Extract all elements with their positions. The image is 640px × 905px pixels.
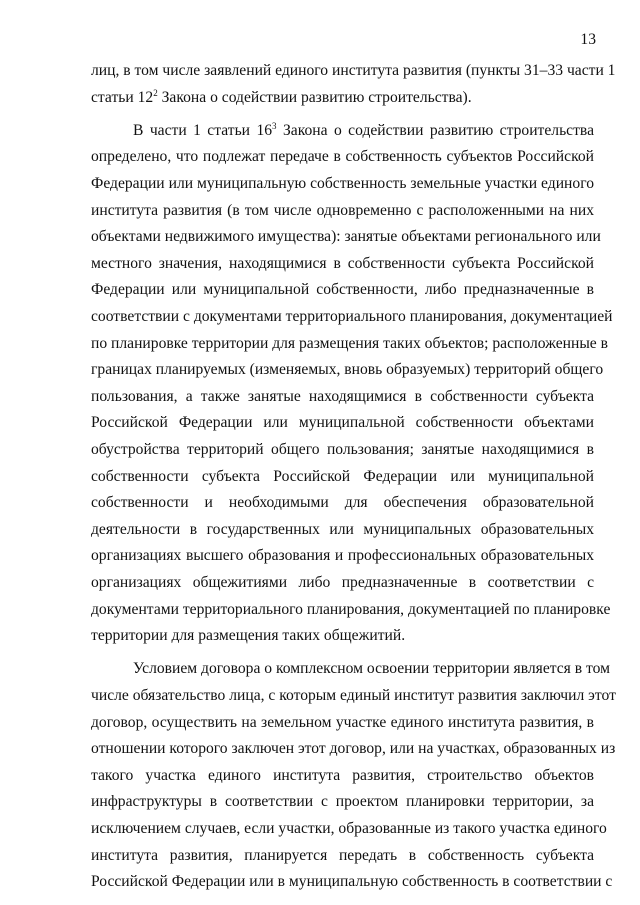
text-line bbox=[133, 121, 594, 141]
superscript: 3 bbox=[272, 121, 277, 131]
text-line bbox=[91, 174, 594, 194]
text-line bbox=[91, 440, 594, 460]
text-run: статьи 12 bbox=[91, 89, 154, 106]
text-run: территории для размещения таких общежитий. bbox=[91, 627, 406, 644]
text-line bbox=[91, 307, 613, 327]
superscript: 2 bbox=[153, 88, 158, 98]
text-run: собственности субъекта Российской Федерации или муниципальной bbox=[91, 468, 594, 485]
text-line bbox=[91, 573, 594, 593]
text-run: по планировке территории для размещения таких объектов; расположенные в bbox=[91, 335, 608, 352]
text-line bbox=[91, 739, 616, 759]
text-run: исключением случаев, если участки, образованные из такого участка единого bbox=[91, 820, 607, 837]
text-run: объектами недвижимого имущества): занятые объектами регионального или bbox=[91, 228, 601, 245]
text-run: числе обязательство лица, с которым единый институт развития заключил этот bbox=[91, 687, 616, 704]
text-run: деятельности в государственных или муниципальных образовательных bbox=[91, 521, 594, 538]
text-run: местного значения, находящимися в собственности субъекта Российской bbox=[91, 255, 594, 272]
text-line bbox=[91, 493, 594, 513]
text-run: пользования, а также занятые находящимися в собственности субъекта bbox=[91, 388, 594, 405]
text-run: Федерации или муниципальной собственности, либо предназначенные в bbox=[91, 281, 594, 298]
text-run: института развития (в том числе одновременно с расположенными на них bbox=[91, 202, 594, 219]
text-run: инфраструктуры в соответствии с проектом планировки территории, за bbox=[91, 793, 594, 810]
text-run: Условием договора о комплексном освоении территории является в том bbox=[133, 660, 610, 677]
text-run: В части 1 статьи 16 bbox=[133, 122, 273, 139]
text-line bbox=[91, 227, 601, 247]
text-run: Закона о содействии развитию строительства bbox=[276, 122, 594, 139]
text-line bbox=[91, 387, 594, 407]
text-run: такого участка единого института развития, строительство объектов bbox=[91, 767, 594, 784]
text-run: Российской Федерации или в муниципальную собственность в соответствии с bbox=[91, 873, 613, 890]
text-line bbox=[91, 846, 594, 866]
page-number: 13 bbox=[580, 31, 596, 48]
text-run: определено, что подлежат передаче в собственность субъектов Российской bbox=[91, 148, 594, 165]
text-run: документами территориального планирования, документацией по планировке bbox=[91, 601, 611, 618]
text-run: обустройства территорий общего пользования; занятые находящимися в bbox=[91, 441, 594, 458]
text-line bbox=[91, 626, 594, 646]
text-run: института развития, планируется передать в собственность субъекта bbox=[91, 847, 594, 864]
text-line bbox=[91, 872, 613, 892]
text-run: Российской Федерации или муниципальной собственности объектами bbox=[91, 414, 594, 431]
text-line bbox=[91, 201, 594, 221]
text-line bbox=[91, 147, 594, 167]
text-line bbox=[91, 413, 594, 433]
text-line bbox=[91, 334, 608, 354]
text-run: отношении которого заключен этот договор, или на участках, образованных из bbox=[91, 740, 616, 757]
text-line bbox=[91, 254, 594, 274]
text-line bbox=[91, 686, 616, 706]
text-line bbox=[91, 280, 594, 300]
text-run: договор, осуществить на земельном участке единого института развития, в bbox=[91, 714, 594, 731]
text-line bbox=[91, 546, 594, 566]
text-run: границах планируемых (изменяемых, вновь образуемых) территорий общего bbox=[91, 361, 604, 378]
text-line bbox=[91, 520, 594, 540]
text-line bbox=[91, 766, 594, 786]
text-run: Федерации или муниципальную собственность земельные участки единого bbox=[91, 175, 594, 192]
text-line bbox=[91, 467, 594, 487]
text-line bbox=[91, 360, 604, 380]
text-line bbox=[91, 600, 611, 620]
text-run: лиц, в том числе заявлений единого института развития (пункты 31–33 части 1 bbox=[91, 62, 616, 79]
text-line bbox=[91, 819, 607, 839]
text-run: Закона о содействии развитию строительства). bbox=[157, 89, 472, 106]
text-line bbox=[91, 88, 594, 108]
text-run: соответствии с документами территориального планирования, документацией bbox=[91, 308, 613, 325]
text-line bbox=[91, 61, 616, 81]
text-line bbox=[91, 713, 594, 733]
text-run: организациях общежитиями либо предназначенные в соответствии с bbox=[91, 574, 594, 591]
text-run: организациях высшего образования и профессиональных образовательных bbox=[91, 547, 594, 564]
text-line bbox=[133, 659, 610, 679]
text-line bbox=[91, 792, 594, 812]
text-run: собственности и необходимыми для обеспечения образовательной bbox=[91, 494, 594, 511]
